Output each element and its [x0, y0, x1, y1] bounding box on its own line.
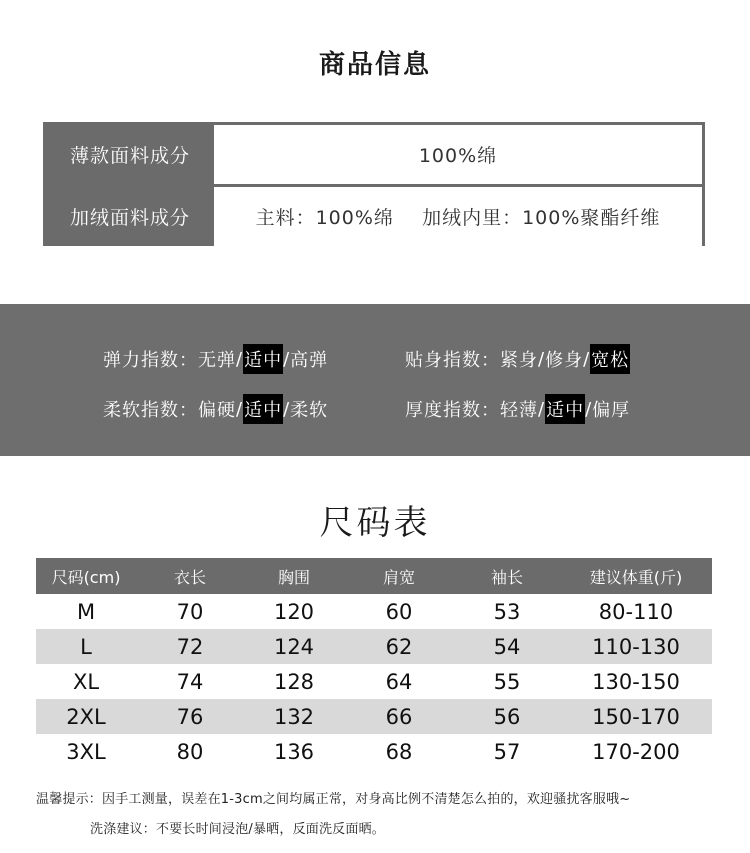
- table-cell: XL: [72, 669, 100, 694]
- table-cell: 128: [273, 669, 315, 694]
- table-cell: 56: [493, 704, 521, 729]
- index-option: 柔软: [290, 400, 329, 421]
- info-row-fleece: [46, 187, 702, 246]
- header-cell: 肩宽: [382, 567, 415, 587]
- table-cell: 66: [385, 704, 413, 729]
- table-cell: L: [80, 634, 92, 659]
- table-row: [36, 629, 712, 664]
- table-cell: 76: [176, 704, 204, 729]
- size-table-header: [36, 558, 712, 594]
- table-cell: 136: [273, 739, 315, 764]
- table-cell: 70: [176, 599, 204, 624]
- table-row: [36, 594, 712, 629]
- index-label: 柔软指数：: [103, 400, 198, 421]
- info-label: 加绒面料成分: [46, 187, 214, 246]
- table-cell: 120: [273, 599, 315, 624]
- washing-advice: 洗涤建议：不要长时间浸泡/暴晒，反面洗反面晒。: [90, 822, 385, 837]
- index-label: 厚度指数：: [405, 400, 500, 421]
- size-chart-title: 尺码表: [319, 503, 431, 543]
- index-option: 高弹: [290, 350, 329, 371]
- header-cell: 袖长: [490, 567, 523, 587]
- table-cell: 2XL: [66, 704, 106, 729]
- info-row-thin: [46, 125, 702, 184]
- header-cell: 尺码(cm): [51, 567, 121, 587]
- table-cell: 62: [385, 634, 413, 659]
- softness-index: 柔软指数： 偏硬 / 适中 / 柔软: [103, 394, 328, 424]
- table-cell: 80: [176, 739, 204, 764]
- product-info-title: 商品信息: [318, 50, 431, 80]
- index-option: 偏厚: [592, 400, 631, 421]
- info-value: [214, 187, 702, 246]
- index-label: 贴身指数：: [405, 350, 500, 371]
- table-cell: 130-150: [592, 669, 680, 694]
- index-option: 轻薄: [500, 400, 538, 421]
- info-value: 100%绵: [214, 125, 702, 184]
- table-cell: 68: [385, 739, 413, 764]
- table-cell: 53: [493, 599, 521, 624]
- table-cell: 170-200: [592, 739, 680, 764]
- elastic-index: 弹力指数： 无弹 / 适中 / 高弹: [103, 344, 328, 374]
- header-cell: 胸围: [277, 567, 310, 587]
- table-cell: 64: [385, 669, 413, 694]
- table-row: [36, 734, 712, 769]
- header-cell: 衣长: [173, 567, 206, 587]
- thickness-index: 厚度指数： 轻薄 / 适中 / 偏厚: [405, 394, 630, 424]
- index-option: 偏硬: [198, 400, 236, 421]
- product-info-table: [43, 122, 705, 246]
- index-label: 弹力指数：: [103, 350, 198, 371]
- table-row: [36, 699, 712, 734]
- table-cell: 55: [493, 669, 521, 694]
- index-option-selected: 适中: [243, 344, 283, 374]
- table-cell: 124: [273, 634, 315, 659]
- index-option-selected: 适中: [545, 394, 585, 424]
- measurement-tip: 温馨提示：因手工测量，误差在1-3cm之间均属正常，对身高比例不清楚怎么拍的，欢迎骚扰客服哦~: [36, 792, 631, 807]
- index-option: 紧身: [500, 350, 538, 371]
- table-cell: 132: [273, 704, 315, 729]
- size-chart-table: [36, 558, 712, 769]
- table-cell: 150-170: [592, 704, 680, 729]
- index-option: 修身: [545, 350, 584, 371]
- table-cell: 80-110: [598, 599, 674, 624]
- index-option: 无弹: [198, 350, 236, 371]
- table-cell: 110-130: [592, 634, 680, 659]
- table-cell: 3XL: [66, 739, 106, 764]
- fit-index: 贴身指数： 紧身 / 修身 / 宽松: [405, 344, 630, 374]
- table-cell: 74: [176, 669, 204, 694]
- table-cell: M: [76, 599, 96, 624]
- table-cell: 57: [493, 739, 521, 764]
- table-cell: 60: [385, 599, 413, 624]
- table-cell: 54: [493, 634, 521, 659]
- info-value-text: 主料：100%绵 加绒内里：100%聚酯纤维: [255, 207, 661, 229]
- fabric-index-band: [0, 304, 750, 456]
- table-row: [36, 664, 712, 699]
- header-cell: 建议体重(斤): [589, 567, 683, 587]
- info-label: 薄款面料成分: [46, 125, 214, 184]
- table-cell: 72: [176, 634, 204, 659]
- index-option-selected: 宽松: [590, 344, 630, 374]
- index-option-selected: 适中: [243, 394, 283, 424]
